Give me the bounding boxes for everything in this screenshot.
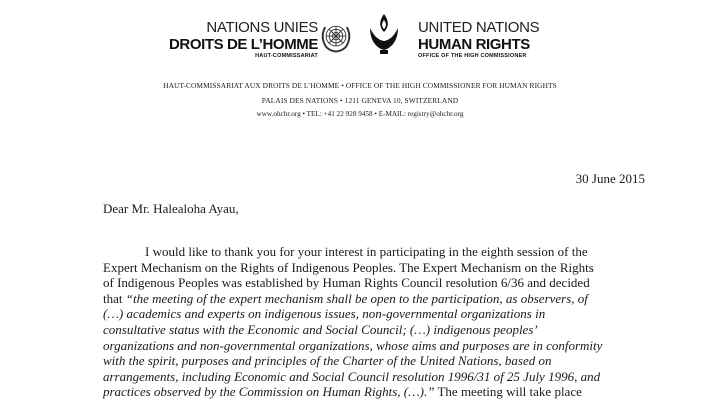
body-line: [103, 291, 623, 307]
letter-date: 30 June 2015: [575, 171, 645, 186]
en-org-name: UNITED NATIONS: [418, 19, 540, 36]
quoted-resolution-text: “the meeting of the expert mechanism shall be open to the participation, as observers, of: [125, 290, 588, 306]
quoted-resolution-text: organizations and non-governmental organizations, whose aims and purposes are in conformity: [103, 337, 603, 353]
body-line: [103, 275, 623, 291]
letterhead: [0, 0, 720, 80]
body-text: of Indigenous Peoples was established by Human Rights Council resolution 6/36 and decided: [103, 275, 590, 291]
fr-org-office: HAUT-COMMISSARIAT: [255, 53, 318, 59]
en-org-office: OFFICE OF THE HIGH COMMISSIONER: [418, 53, 527, 59]
quoted-resolution-text: with the spirit, purposes and principles of the Charter of the United Nations, based on: [103, 353, 552, 369]
letter-body: [103, 244, 623, 400]
quoted-resolution-text: consultative status with the Economic and Social Council; (…) indigenous peoples’: [103, 321, 538, 337]
body-line: [103, 322, 623, 338]
postal-address-line: PALAIS DES NATIONS • 1211 GENEVA 10, SWITZERLAND: [261, 96, 459, 105]
salutation: Dear Mr. Halealoha Ayau,: [103, 201, 239, 216]
quoted-resolution-text: practices observed by the Commission on Human Rights, (…).”: [103, 384, 435, 400]
body-line: [103, 353, 623, 369]
office-address-line: HAUT-COMMISSARIAT AUX DROITS DE L’HOMME • OFFICE OF THE HIGH COMMISSIONER FOR HUMAN RIGHTS: [163, 81, 557, 90]
en-org-division: HUMAN RIGHTS: [418, 36, 530, 53]
body-line: [103, 244, 623, 260]
human-rights-emblem-icon: [364, 10, 404, 58]
quoted-resolution-text: (…) academics and experts on indigenous issues, non-governmental organizations in: [103, 306, 546, 322]
contact-line: www.ohchr.org • TEL: +41 22 928 9458 • E-MAIL: registry@ohchr.org: [256, 110, 464, 118]
body-line: [103, 260, 623, 276]
quoted-resolution-text: arrangements, including Economic and Social Council resolution 1996/31 of 25 July 1996, and: [103, 368, 601, 384]
fr-org-division: DROITS DE L’HOMME: [168, 36, 318, 53]
body-line: [103, 338, 623, 354]
fr-org-name: NATIONS UNIES: [206, 19, 318, 36]
body-line: [103, 306, 623, 322]
letterhead-french: [169, 20, 318, 60]
body-line: [103, 384, 623, 400]
body-text: Expert Mechanism on the Rights of Indigenous Peoples. The Expert Mechanism on the Rights: [103, 259, 594, 275]
letterhead-english: [418, 20, 539, 60]
body-text: I would like to thank you for your interest in participating in the eighth session of the: [145, 244, 588, 259]
body-text: The meeting will take place: [434, 384, 582, 400]
body-line: [103, 369, 623, 385]
un-emblem-icon: [318, 19, 354, 55]
body-text: that: [103, 290, 126, 306]
